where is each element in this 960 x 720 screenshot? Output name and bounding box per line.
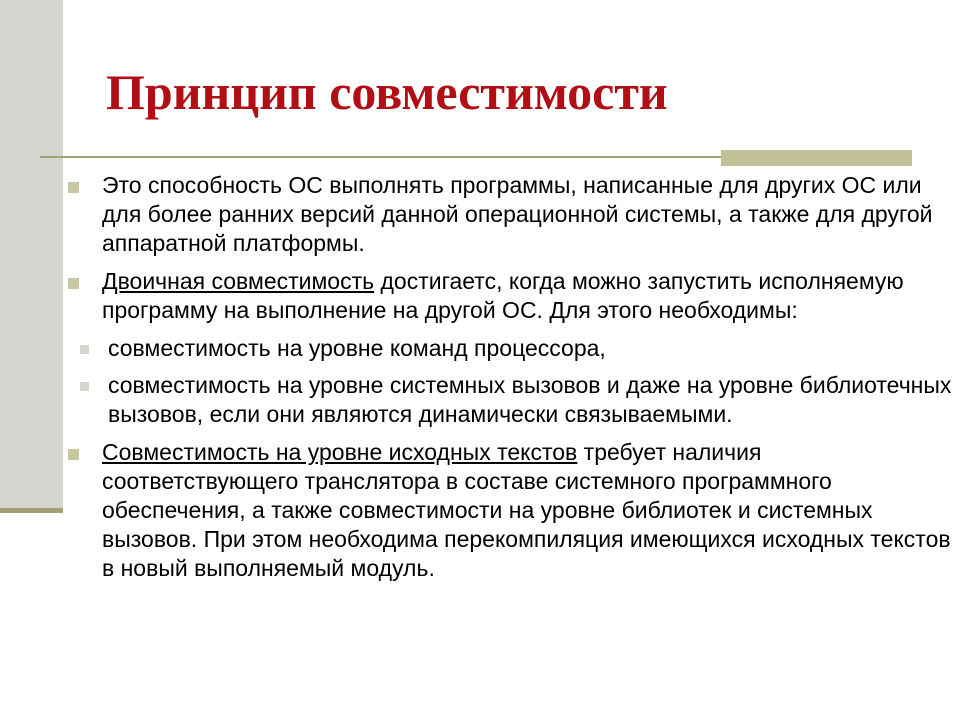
bullet-definition (66, 171, 956, 258)
left-decorative-bar (0, 0, 63, 512)
small-square-bullet-icon (80, 345, 89, 354)
bullet-binary-compatibility (66, 267, 956, 325)
bullet-term: Совместимость на уровне исходных текстов (102, 439, 578, 465)
square-bullet-icon (68, 449, 79, 460)
left-bar-accent (0, 508, 63, 513)
bullet-text: требует наличия соответствующего транслятора в составе системного программного обеспечения, а также совместимости на уровне библиотек и системных вызовов. При этом необходима перекомпиляция имеющихся исходных текстов в новый выполняемый модуль. (102, 439, 951, 581)
sub-bullet-list (66, 334, 956, 429)
bullet-term: Двоичная совместимость (102, 268, 375, 294)
slide-title: Принцип совместимости (106, 64, 668, 120)
bullet-text: Это способность ОС выполнять программы, написанные для других ОС или для более ранних версий данной операционной системы, а также для другой аппаратной платформы. (102, 172, 933, 256)
bullet-text: достигаетс, когда можно запустить исполняемую программу на выполнение на другой ОС. Для этого необходимы: (102, 268, 904, 323)
small-square-bullet-icon (80, 382, 89, 391)
title-divider-accent (721, 150, 912, 166)
sub-bullet-system-calls (66, 371, 956, 429)
sub-bullet-text: совместимость на уровне системных вызовов и даже на уровне библиотечных вызовов, если они являются динамически связываемыми. (108, 372, 952, 427)
square-bullet-icon (68, 182, 79, 193)
slide-body (66, 171, 956, 583)
square-bullet-icon (68, 278, 79, 289)
bullet-source-compatibility (66, 438, 956, 583)
sub-bullet-processor-commands (66, 334, 956, 363)
sub-bullet-text: совместимость на уровне команд процессора, (108, 335, 606, 361)
